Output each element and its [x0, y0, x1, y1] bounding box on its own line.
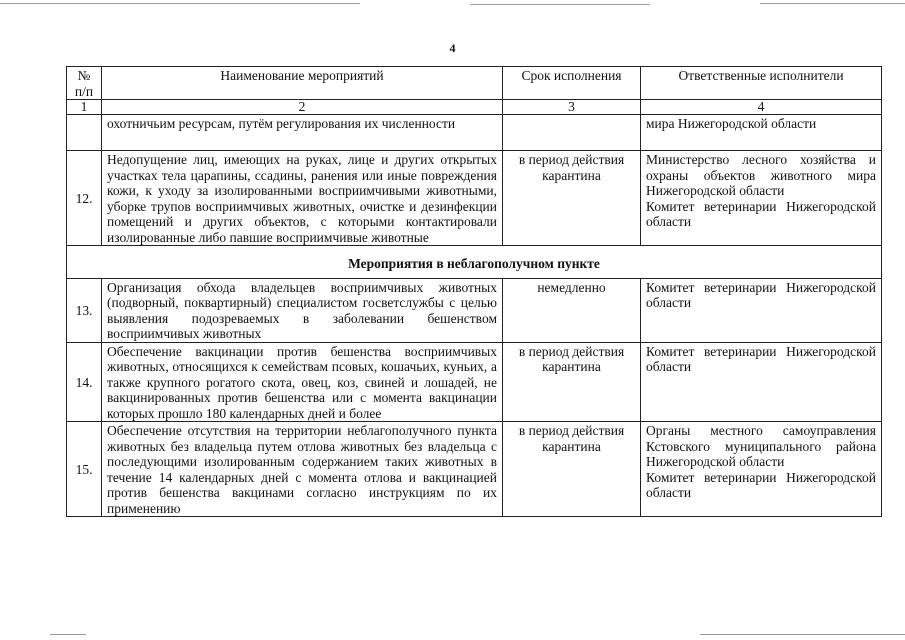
responsible-line: Органы местного самоуправления Кстовского муниципального района Нижегородской области	[646, 423, 876, 469]
row-number: 14.	[67, 342, 102, 422]
header-name: Наименование мероприятий	[102, 67, 503, 100]
column-numbers-row	[67, 100, 882, 115]
scan-artifact-bottom-right	[700, 634, 905, 635]
responsible-line: Комитет ветеринарии Нижегородской области	[646, 469, 876, 500]
section-row	[67, 246, 882, 279]
cell-responsible: Комитет ветеринарии Нижегородской области	[641, 278, 882, 342]
measures-table	[66, 66, 882, 517]
table-row-continuation	[67, 115, 882, 151]
column-number: 3	[503, 100, 641, 115]
row-number: 12.	[67, 151, 102, 246]
scan-artifact-bottom-left	[50, 634, 86, 635]
section-title: Мероприятия в неблагополучном пункте	[67, 246, 882, 279]
cell-name: Обеспечение вакцинации против бешенства восприимчивых животных, относящихся к семействам псовых, кошачьих, куньих, а также крупного рогатого скота, овец, коз, свиней и лошадей, не вакцинированных против бешенства или с момента вакцинации которых прошло 180 календарных дней и более	[102, 342, 503, 422]
header-responsible: Ответственные исполнители	[641, 67, 882, 100]
header-term: Срок исполнения	[503, 67, 641, 100]
row-number: 13.	[67, 278, 102, 342]
row-number: 15.	[67, 422, 102, 517]
cell-name: Недопущение лиц, имеющих на руках, лице и других открытых участках тела царапины, ссадины, ранения или иные повреждения кожи, к уходу за изолированными восприимчивыми животными, уборке трупов восприимчивых животных, очистке и дезинфекции помещений и других объектов, с которыми контактировали изолированные либо павшие восприимчивые животные	[102, 151, 503, 246]
cell-term: в период действия карантина	[503, 422, 641, 517]
scan-artifact-top-left	[0, 3, 360, 4]
cell-term: в период действия карантина	[503, 151, 641, 246]
responsible-line: Министерство лесного хозяйства и охраны объектов животного мира Нижегородской области	[646, 152, 876, 198]
cell-name: Обеспечение отсутствия на территории неблагополучного пункта животных без владельца путем отлова животных без владельца с последующими изолированным содержанием таких животных в течение 14 календарных дней с момента отлова и вакцинацией против бешенства вакцинами согласно инструкциям по их применению	[102, 422, 503, 517]
scan-artifact-top-right	[470, 4, 650, 5]
cell-name: Организация обхода владельцев восприимчивых животных (подворный, поквартирный) специалистом госветслужбы с целью выявления подозреваемых в заболевании бешенством восприимчивых животных	[102, 278, 503, 342]
column-number: 1	[67, 100, 102, 115]
page-number: 4	[449, 41, 456, 55]
table-row-13	[67, 278, 882, 342]
header-num: № п/п	[67, 67, 102, 100]
scan-artifact-top-far-right	[760, 3, 905, 4]
table-header-row	[67, 67, 882, 100]
table-row-12	[67, 151, 882, 246]
table-row-14	[67, 342, 882, 422]
cell-responsible	[641, 422, 882, 517]
cell-num	[67, 115, 102, 151]
cell-name: охотничьим ресурсам, путём регулирования их численности	[102, 115, 503, 151]
column-number: 4	[641, 100, 882, 115]
cell-term	[503, 115, 641, 151]
responsible-line: Комитет ветеринарии Нижегородской области	[646, 198, 876, 229]
cell-term: немедленно	[503, 278, 641, 342]
cell-term: в период действия карантина	[503, 342, 641, 422]
table-row-15	[67, 422, 882, 517]
column-number: 2	[102, 100, 503, 115]
cell-responsible: мира Нижегородской области	[641, 115, 882, 151]
cell-responsible: Комитет ветеринарии Нижегородской области	[641, 342, 882, 422]
cell-responsible	[641, 151, 882, 246]
